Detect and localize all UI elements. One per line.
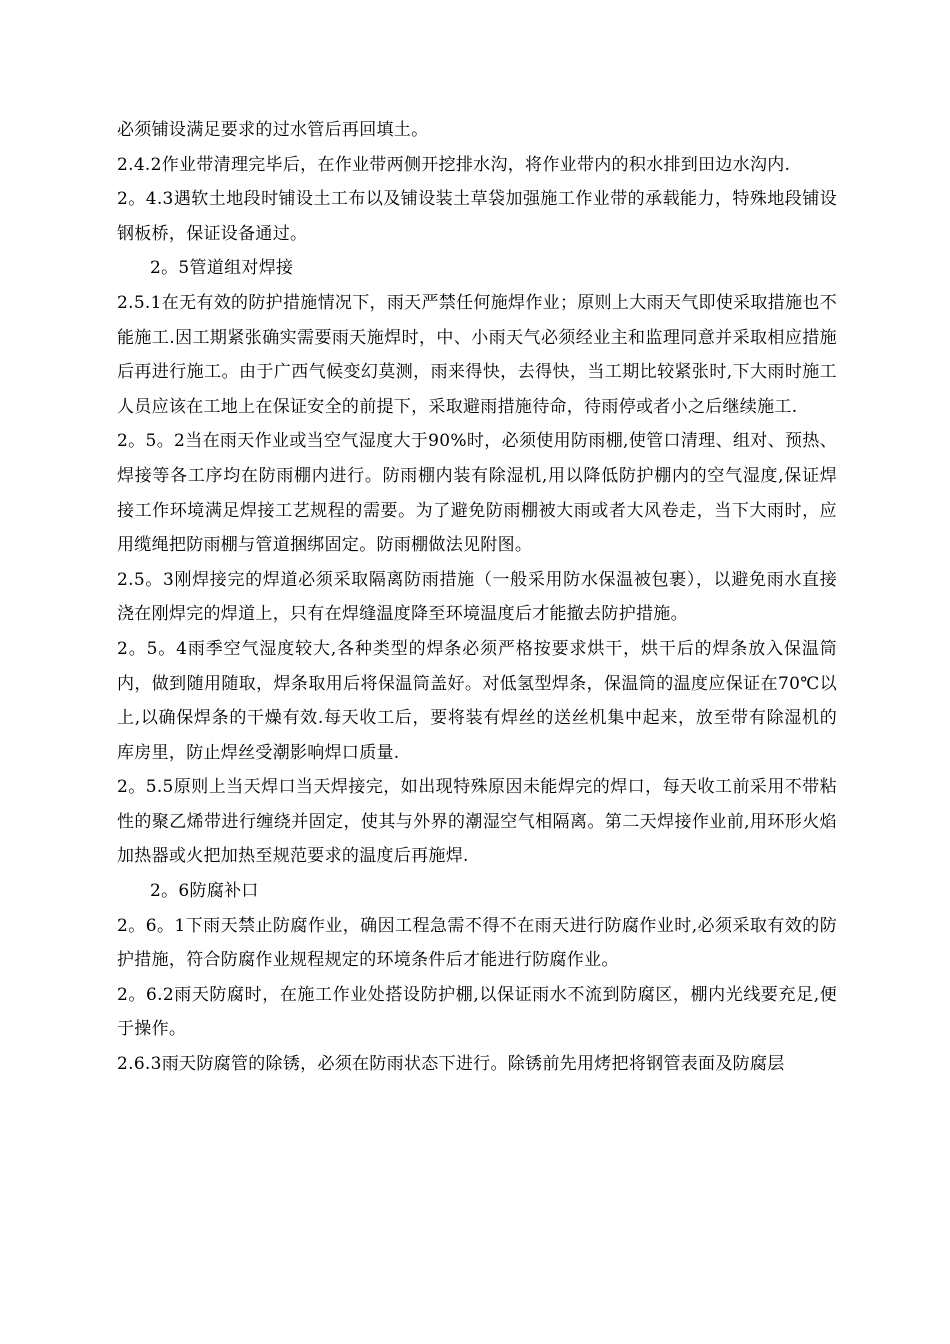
section-heading: 2。6防腐补口 xyxy=(150,881,259,902)
paragraph: 2。6。1下雨天禁止防腐作业，确因工程急需不得不在雨天进行防腐作业时,必须采取有效的防护措施，符合防腐作业规程规定的环境条件后才能进行防腐作业。 xyxy=(117,915,837,971)
paragraph: 2。4.3遇软土地段时铺设土工布以及铺设装土草袋加强施工作业带的承载能力，特殊地段铺设钢板桥，保证设备通过。 xyxy=(117,189,837,244)
paragraph: 2。5。2当在雨天作业或当空气湿度大于90%时，必须使用防雨棚,使管口清理、组对、预热、焊接等各工序均在防雨棚内进行。防雨棚内装有除湿机,用以降低防护棚内的空气湿度,保证焊接工作环境满足焊接工艺规程的需要。为了避免防雨棚被大雨或者大风卷走，当下大雨时，应用缆绳把防雨棚与管道捆绑固定。防雨棚做法见附图。 xyxy=(117,431,837,556)
paragraph: 2.5.1在无有效的防护措施情况下，雨天严禁任何施焊作业；原则上大雨天气即使采取措施也不能施工.因工期紧张确实需要雨天施焊时，中、小雨天气必须经业主和监理同意并采取相应措施后再进行施工。由于广西气候变幻莫测，雨来得快，去得快，当工期比较紧张时,下大雨时施工人员应该在工地上在保证安全的前提下，采取避雨措施待命，待雨停或者小之后继续施工. xyxy=(117,292,837,417)
paragraph: 必须铺设满足要求的过水管后再回填土。 xyxy=(117,120,429,140)
paragraph: 2.4.2作业带清理完毕后，在作业带两侧开挖排水沟，将作业带内的积水排到田边水沟内. xyxy=(117,154,791,175)
section-heading: 2。5管道组对焊接 xyxy=(150,258,294,279)
paragraph: 2.6.3雨天防腐管的除锈，必须在防雨状态下进行。除锈前先用烤把将钢管表面及防腐层 xyxy=(117,1054,785,1075)
paragraph: 2.5。3刚焊接完的焊道必须采取隔离防雨措施（一般采用防水保温被包裹），以避免雨水直接浇在刚焊完的焊道上，只有在焊缝温度降至环境温度后才能撤去防护措施。 xyxy=(117,569,837,625)
document-body xyxy=(117,113,837,1082)
paragraph: 2。5.5原则上当天焊口当天焊接完，如出现特殊原因未能焊完的焊口，每天收工前采用不带粘性的聚乙烯带进行缠绕并固定，使其与外界的潮湿空气相隔离。第二天焊接作业前,用环形火焰加热器或火把加热至规范要求的温度后再施焊. xyxy=(117,777,837,867)
paragraph: 2。6.2雨天防腐时，在施工作业处搭设防护棚,以保证雨水不流到防腐区，棚内光线要充足,便于操作。 xyxy=(117,984,837,1040)
paragraph: 2。5。4雨季空气湿度较大,各种类型的焊条必须严格按要求烘干，烘干后的焊条放入保温筒内，做到随用随取，焊条取用后将保温筒盖好。对低氢型焊条，保温筒的温度应保证在70℃以上,以确保焊条的干燥有效.每天收工后，要将装有焊丝的送丝机集中起来，放至带有除湿机的库房里，防止焊丝受潮影响焊口质量. xyxy=(117,638,837,763)
